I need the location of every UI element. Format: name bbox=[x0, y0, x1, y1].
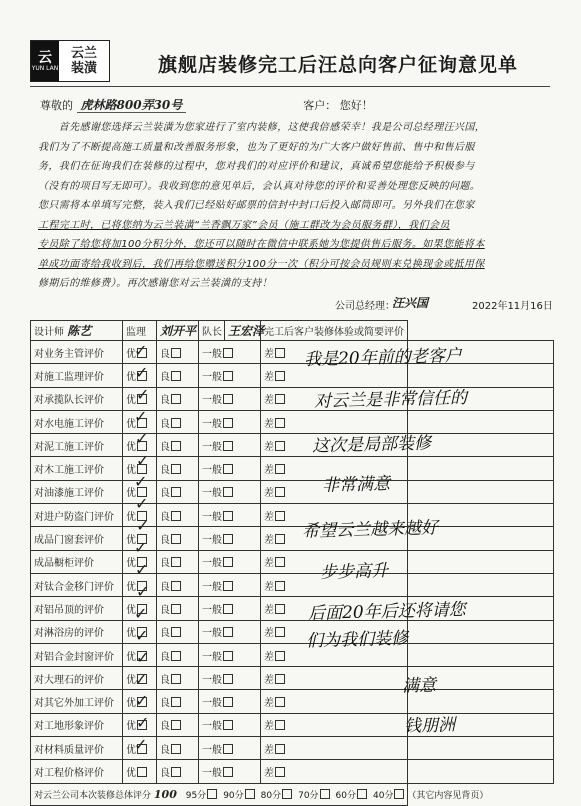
checkbox[interactable] bbox=[275, 511, 285, 521]
rating-avg[interactable]: 一般 bbox=[199, 713, 261, 736]
letter-line: 单成功面寄给我收到后，我们再给您赠送积分100分一次（积分可按会员规则来兑换现金或抵用保 bbox=[38, 258, 485, 270]
checkbox[interactable] bbox=[171, 697, 181, 707]
rating-avg[interactable]: 一般 bbox=[199, 434, 261, 457]
check-mark-icon: ✓ bbox=[135, 625, 149, 645]
supervisor-name: 刘开平 bbox=[157, 321, 199, 341]
checkbox[interactable] bbox=[171, 487, 181, 497]
check-mark-icon: ✓ bbox=[134, 538, 148, 558]
check-mark-icon: ✓ bbox=[136, 581, 150, 601]
letter-line: 我们为了不断提高施工质量和改善服务形象，也为了更好的为广大客户做好售前、售中和售后服 bbox=[38, 141, 475, 153]
page-title: 旗舰店装修完工后汪总向客户征询意见单 bbox=[158, 54, 519, 76]
remark-line: 对云兰是非常信任的 bbox=[313, 388, 468, 412]
score-option[interactable]: 95分 bbox=[186, 791, 217, 801]
checkbox[interactable] bbox=[275, 720, 285, 730]
checkbox[interactable] bbox=[275, 487, 285, 497]
rating-fine[interactable]: 良 bbox=[157, 597, 199, 620]
rating-avg[interactable]: 一般 bbox=[199, 480, 261, 503]
checkbox[interactable] bbox=[245, 789, 255, 799]
rating-fine[interactable]: 良 bbox=[157, 713, 199, 736]
checkbox[interactable] bbox=[223, 394, 233, 404]
remark-line: 们为我们装修 bbox=[305, 628, 409, 652]
row-label: 对施工监理评价 bbox=[31, 364, 123, 387]
rating-fine[interactable]: 良 bbox=[157, 550, 199, 573]
rating-fine[interactable]: 良 bbox=[157, 527, 199, 550]
rating-avg[interactable]: 一般 bbox=[199, 364, 261, 387]
row-label: 对材料质量评价 bbox=[31, 737, 123, 760]
score-row bbox=[31, 783, 554, 805]
checkbox[interactable] bbox=[275, 371, 285, 381]
letter-line: 务，我们在征询我们在装修的过程中，您对我们的对应评价和建议，真诚希望您能给予积极参与 bbox=[38, 161, 475, 172]
logo-line-2: 装潢 bbox=[70, 61, 97, 76]
rating-avg[interactable]: 一般 bbox=[199, 690, 261, 713]
rating-avg[interactable]: 一般 bbox=[199, 597, 261, 620]
row-label: 对泥工施工评价 bbox=[31, 434, 123, 457]
rating-fine[interactable]: 良 bbox=[157, 504, 199, 527]
checkbox[interactable] bbox=[223, 371, 233, 381]
customer-address: 虎林路800弄30号 bbox=[77, 98, 187, 113]
rating-avg[interactable]: 一般 bbox=[199, 550, 261, 573]
signoff-date: 2022年11月16日 bbox=[472, 301, 553, 312]
score-option[interactable]: 90分 bbox=[223, 791, 254, 801]
row-label: 对业务主管评价 bbox=[31, 341, 123, 364]
checkbox[interactable] bbox=[357, 789, 367, 799]
check-mark-icon: ✓ bbox=[134, 735, 148, 755]
checkbox[interactable] bbox=[223, 418, 233, 428]
score-note: （其它内容见背页） bbox=[407, 790, 489, 801]
rating-bad[interactable]: 差 bbox=[261, 713, 408, 736]
checkbox[interactable] bbox=[223, 744, 233, 754]
score-option[interactable]: 70分 bbox=[298, 791, 329, 801]
rating-bad[interactable]: 差 bbox=[261, 527, 408, 550]
rating-good[interactable]: 优 bbox=[123, 597, 157, 620]
captain-name: 王宏泽 bbox=[225, 321, 261, 341]
check-mark-icon: ✓ bbox=[135, 494, 149, 514]
rating-good[interactable]: 优 bbox=[123, 690, 157, 713]
check-mark-icon: ✓ bbox=[134, 472, 148, 492]
rating-avg[interactable]: 一般 bbox=[199, 457, 261, 480]
checkbox[interactable] bbox=[207, 789, 217, 799]
checkbox[interactable] bbox=[171, 604, 181, 614]
checkbox[interactable] bbox=[223, 487, 233, 497]
rating-avg[interactable]: 一般 bbox=[199, 504, 261, 527]
rating-good[interactable]: 优 bbox=[123, 504, 157, 527]
check-mark-icon: ✓ bbox=[135, 428, 149, 448]
title-divider bbox=[30, 86, 550, 87]
greeting-line bbox=[40, 96, 373, 113]
rating-avg[interactable]: 一般 bbox=[199, 667, 261, 690]
rating-bad[interactable]: 差 bbox=[261, 620, 408, 643]
checkbox[interactable] bbox=[282, 789, 292, 799]
remark-line: 满意 bbox=[401, 675, 437, 697]
rating-fine[interactable]: 良 bbox=[157, 643, 199, 666]
letter-line: 首先感谢您选择云兰装潢为您家进行了室内装修，这使我倍感荣幸！我是公司总经理汪兴国， bbox=[38, 122, 486, 133]
row-label: 对铝吊顶的评价 bbox=[31, 597, 123, 620]
table-header-row bbox=[31, 321, 554, 341]
letter-line: 专员除了给您将加100分积分外，您还可以随时在微信中联系她为您提供售后服务。如果您能将本 bbox=[38, 239, 485, 250]
rating-fine[interactable]: 良 bbox=[157, 410, 199, 433]
checkbox[interactable] bbox=[275, 557, 285, 567]
company-logo bbox=[30, 40, 110, 82]
row-label: 对承揽队长评价 bbox=[31, 387, 123, 410]
rating-bad[interactable]: 差 bbox=[261, 573, 408, 596]
checkbox[interactable] bbox=[223, 581, 233, 591]
letter-line: 工程完工时，已将您纳为云兰装潢“兰香飘万家”会员（施工群改为会员服务群），我们会员 bbox=[38, 219, 450, 231]
checkbox[interactable] bbox=[275, 534, 285, 544]
rating-good[interactable]: 优 bbox=[123, 643, 157, 666]
row-label: 对工地形象评价 bbox=[31, 713, 123, 736]
checkbox[interactable] bbox=[171, 557, 181, 567]
check-mark-icon: ✓ bbox=[136, 713, 150, 733]
rating-fine[interactable]: 良 bbox=[157, 434, 199, 457]
rating-fine[interactable]: 良 bbox=[157, 760, 199, 783]
rating-good[interactable]: 优 bbox=[123, 457, 157, 480]
checkbox[interactable] bbox=[275, 697, 285, 707]
checkbox[interactable] bbox=[171, 744, 181, 754]
checkbox[interactable] bbox=[171, 651, 181, 661]
rating-good[interactable]: 优 bbox=[123, 410, 157, 433]
row-label: 对工程价格评价 bbox=[31, 760, 123, 783]
checkbox[interactable] bbox=[223, 534, 233, 544]
rating-bad[interactable]: 差 bbox=[261, 760, 408, 783]
greeting-prefix: 尊敬的 bbox=[40, 99, 73, 112]
remark-line: 希望云兰越来越好 bbox=[301, 518, 439, 542]
rating-fine[interactable]: 良 bbox=[157, 620, 199, 643]
manager-signature: 汪兴国 bbox=[392, 296, 429, 310]
rating-avg[interactable]: 一般 bbox=[199, 410, 261, 433]
checkbox[interactable] bbox=[223, 720, 233, 730]
rating-avg[interactable]: 一般 bbox=[199, 341, 261, 364]
checkbox[interactable] bbox=[223, 767, 233, 777]
row-label: 对油漆施工评价 bbox=[31, 480, 123, 503]
remark-line: 步步高升 bbox=[319, 561, 389, 583]
logo-wordmark bbox=[59, 41, 109, 81]
checkbox[interactable] bbox=[223, 441, 233, 451]
checkbox[interactable] bbox=[275, 418, 285, 428]
row-label: 对水电施工评价 bbox=[31, 410, 123, 433]
checkbox[interactable] bbox=[171, 581, 181, 591]
check-mark-icon: ✓ bbox=[134, 603, 148, 623]
handwritten-remarks bbox=[292, 341, 554, 741]
rating-avg[interactable]: 一般 bbox=[199, 573, 261, 596]
checkbox[interactable] bbox=[394, 789, 404, 799]
checkbox[interactable] bbox=[171, 534, 181, 544]
rating-row bbox=[31, 760, 554, 783]
rating-bad[interactable]: 差 bbox=[261, 643, 408, 666]
rating-avg[interactable]: 一般 bbox=[199, 737, 261, 760]
checkbox[interactable] bbox=[275, 767, 285, 777]
rating-avg[interactable]: 一般 bbox=[199, 760, 261, 783]
rating-fine[interactable]: 良 bbox=[157, 387, 199, 410]
checkbox[interactable] bbox=[223, 627, 233, 637]
rating-avg[interactable]: 一般 bbox=[199, 387, 261, 410]
rating-bad[interactable]: 差 bbox=[261, 597, 408, 620]
checkbox[interactable] bbox=[275, 651, 285, 661]
rating-fine[interactable]: 良 bbox=[157, 667, 199, 690]
rating-avg[interactable]: 一般 bbox=[199, 643, 261, 666]
checkbox[interactable] bbox=[275, 604, 285, 614]
rating-good[interactable]: 优 bbox=[123, 737, 157, 760]
checkbox[interactable] bbox=[275, 581, 285, 591]
letter-line: （没有的项目写无即可）。我收到您的意见单后，会认真对待您的评价和妥善处理您反映的问题。 bbox=[38, 180, 481, 192]
rating-good[interactable]: 优 bbox=[123, 573, 157, 596]
rating-bad[interactable]: 差 bbox=[261, 457, 408, 480]
checkbox[interactable] bbox=[223, 604, 233, 614]
remarks-header: 完工后客户装修体验或简要评价 bbox=[261, 321, 408, 341]
checkbox[interactable] bbox=[171, 371, 181, 381]
logo-line-1: 云兰 bbox=[70, 46, 97, 61]
rating-avg[interactable]: 一般 bbox=[199, 527, 261, 550]
row-label: 对钛合金移门评价 bbox=[31, 573, 123, 596]
checkbox[interactable] bbox=[275, 394, 285, 404]
remark-cell bbox=[407, 760, 554, 783]
score-option[interactable]: 40分 bbox=[373, 791, 404, 801]
letter-body bbox=[38, 118, 550, 294]
checkbox[interactable] bbox=[275, 348, 285, 358]
checkbox[interactable] bbox=[171, 394, 181, 404]
rating-bad[interactable]: 差 bbox=[261, 341, 408, 364]
check-mark-icon: ✓ bbox=[134, 406, 148, 426]
rating-bad[interactable]: 差 bbox=[261, 737, 408, 760]
score-option[interactable]: 80分 bbox=[261, 791, 292, 801]
rating-good[interactable]: 优 bbox=[123, 667, 157, 690]
checkbox[interactable] bbox=[223, 348, 233, 358]
rating-bad[interactable]: 差 bbox=[261, 364, 408, 387]
checkbox[interactable] bbox=[275, 464, 285, 474]
rating-bad[interactable]: 差 bbox=[261, 434, 408, 457]
checkbox[interactable] bbox=[275, 674, 285, 684]
remark-line: 这次是局部装修 bbox=[311, 433, 432, 457]
checkbox[interactable] bbox=[171, 674, 181, 684]
checkbox[interactable] bbox=[171, 464, 181, 474]
checkbox[interactable] bbox=[223, 557, 233, 567]
logo-latin: YUN LAN bbox=[31, 64, 59, 72]
check-mark-icon: ✓ bbox=[135, 691, 149, 711]
rating-avg[interactable]: 一般 bbox=[199, 620, 261, 643]
rating-fine[interactable]: 良 bbox=[157, 364, 199, 387]
rating-good[interactable]: 优 bbox=[123, 713, 157, 736]
checkbox[interactable] bbox=[171, 627, 181, 637]
check-mark-icon: ✓ bbox=[136, 647, 150, 667]
checkbox[interactable] bbox=[171, 720, 181, 730]
checkbox[interactable] bbox=[275, 441, 285, 451]
score-option[interactable]: 60分 bbox=[336, 791, 367, 801]
score-label: 对云兰公司本次装修总体评分 bbox=[34, 790, 152, 801]
supervisor-label: 监理 bbox=[123, 321, 157, 341]
checkbox[interactable] bbox=[171, 418, 181, 428]
score-cell bbox=[31, 783, 489, 805]
designer-name: 陈艺 bbox=[67, 324, 92, 338]
checkbox[interactable] bbox=[171, 441, 181, 451]
remark-line: 后面20年后还将请您 bbox=[307, 599, 466, 625]
check-mark-icon: ✓ bbox=[136, 516, 150, 536]
rating-good[interactable]: 优 bbox=[123, 387, 157, 410]
rating-good[interactable]: 优 bbox=[123, 550, 157, 573]
remark-line: 非常满意 bbox=[321, 474, 391, 496]
letter-line: 修期后的维修费）。再次感谢您对云兰装潢的支持！ bbox=[38, 278, 273, 289]
checkbox[interactable] bbox=[320, 789, 330, 799]
rating-bad[interactable]: 差 bbox=[261, 550, 408, 573]
rating-bad[interactable]: 差 bbox=[261, 690, 408, 713]
check-mark-icon: ✓ bbox=[134, 341, 148, 360]
check-mark-icon: ✓ bbox=[135, 560, 149, 579]
rating-good[interactable]: 优 bbox=[123, 760, 157, 783]
checkbox[interactable] bbox=[223, 464, 233, 474]
checkbox[interactable] bbox=[171, 767, 181, 777]
checkbox[interactable] bbox=[171, 511, 181, 521]
check-mark-icon: ✓ bbox=[134, 669, 148, 689]
rating-fine[interactable]: 良 bbox=[157, 480, 199, 503]
rating-fine[interactable]: 良 bbox=[157, 457, 199, 480]
check-mark-icon: ✓ bbox=[135, 362, 149, 382]
checkbox[interactable] bbox=[223, 674, 233, 684]
row-label: 对淋浴房的评价 bbox=[31, 620, 123, 643]
row-label: 对铝合金封窗评价 bbox=[31, 643, 123, 666]
checkbox[interactable] bbox=[223, 511, 233, 521]
rating-good[interactable]: 优 bbox=[123, 480, 157, 503]
rating-fine[interactable]: 良 bbox=[157, 737, 199, 760]
logo-glyph-icon: 云 bbox=[38, 49, 52, 66]
rating-good[interactable]: 优 bbox=[123, 341, 157, 364]
rating-good[interactable]: 优 bbox=[123, 620, 157, 643]
score-value: 100 bbox=[153, 787, 177, 801]
rating-fine[interactable]: 良 bbox=[157, 573, 199, 596]
rating-good[interactable]: 优 bbox=[123, 434, 157, 457]
rating-fine[interactable]: 良 bbox=[157, 690, 199, 713]
greeting-suffix: 客户： 您好！ bbox=[303, 99, 373, 112]
rating-good[interactable]: 优 bbox=[123, 527, 157, 550]
remark-line: 我是20年前的老客户 bbox=[303, 345, 462, 371]
check-mark-icon: ✓ bbox=[136, 450, 150, 470]
logo-mark bbox=[31, 41, 59, 81]
customer-signature: 钱朋洲 bbox=[403, 715, 456, 737]
rating-bad[interactable]: 差 bbox=[261, 410, 408, 433]
row-label: 对进户防盗门评价 bbox=[31, 504, 123, 527]
designer-cell: 设计师 陈艺 bbox=[31, 321, 123, 341]
checkbox[interactable] bbox=[275, 627, 285, 637]
check-mark-icon: ✓ bbox=[136, 384, 150, 404]
signoff-label: 公司总经理： bbox=[335, 301, 395, 312]
checkbox[interactable] bbox=[137, 767, 147, 777]
row-label: 成品橱柜评价 bbox=[31, 550, 123, 573]
row-label: 成品门窗套评价 bbox=[31, 527, 123, 550]
row-label: 对木工施工评价 bbox=[31, 457, 123, 480]
rating-bad[interactable]: 差 bbox=[261, 387, 408, 410]
checkbox[interactable] bbox=[275, 744, 285, 754]
rating-bad[interactable]: 差 bbox=[261, 504, 408, 527]
row-label: 对其它外加工评价 bbox=[31, 690, 123, 713]
rating-bad[interactable]: 差 bbox=[261, 480, 408, 503]
rating-good[interactable]: 优 bbox=[123, 364, 157, 387]
captain-label: 队长 bbox=[199, 321, 225, 341]
checkbox[interactable] bbox=[223, 697, 233, 707]
checkbox[interactable] bbox=[171, 348, 181, 358]
letter-line: 您只需将本单填写完整，装入我们已经贴好邮票的信封中封口后投入邮筒即可。另外我们在您家 bbox=[38, 200, 475, 211]
checkbox[interactable] bbox=[223, 651, 233, 661]
rating-fine[interactable]: 良 bbox=[157, 341, 199, 364]
rating-bad[interactable]: 差 bbox=[261, 667, 408, 690]
row-label: 对大理石的评价 bbox=[31, 667, 123, 690]
